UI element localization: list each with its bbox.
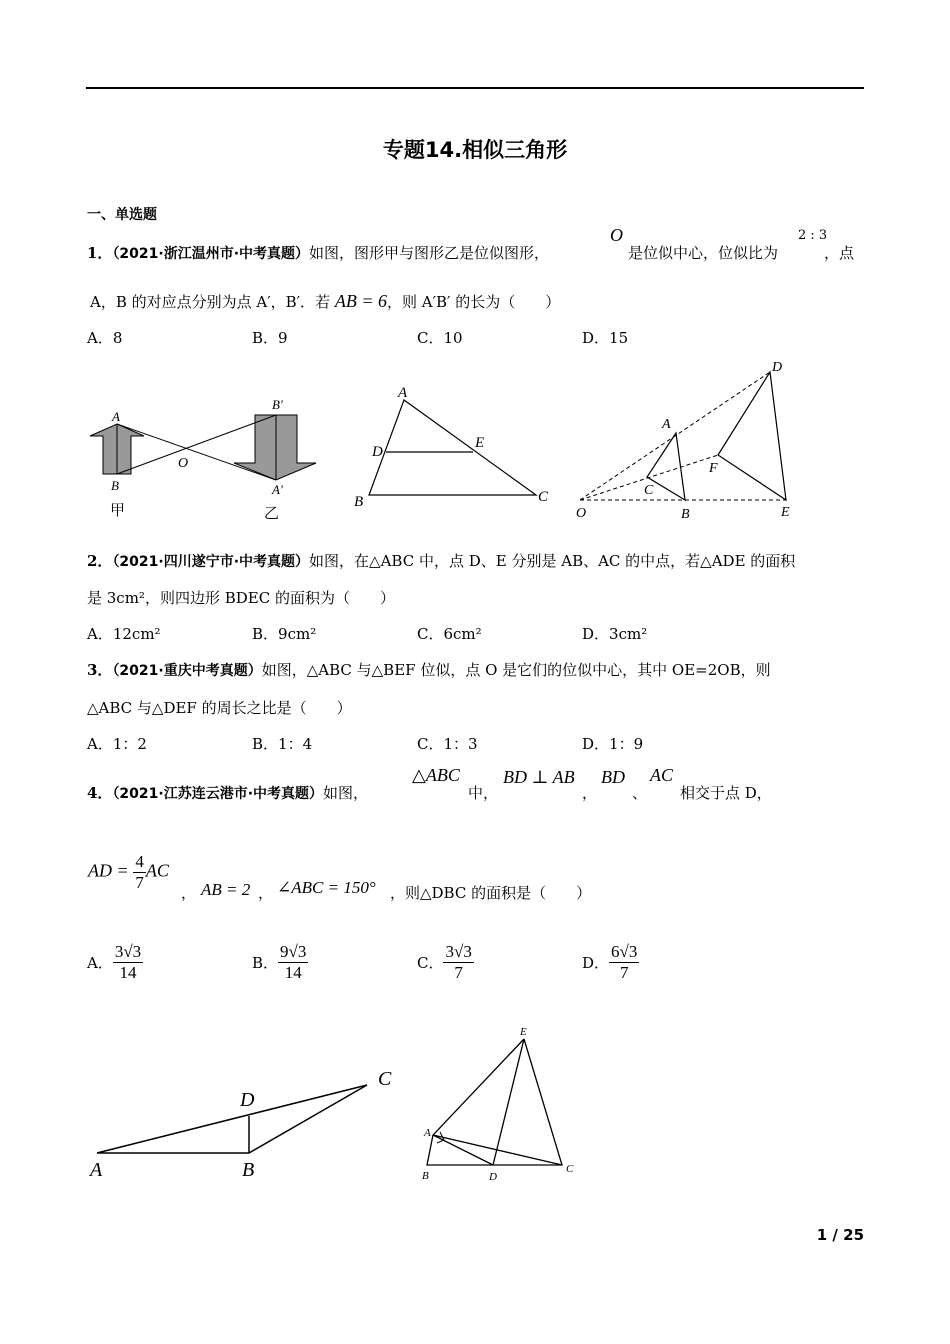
option-d: D．1：9 bbox=[582, 735, 644, 753]
numerator: 3√3 bbox=[114, 942, 142, 961]
center-symbol: O bbox=[610, 225, 623, 245]
question-3-line2: △ABC 与△DEF 的周长之比是（ ） bbox=[87, 699, 352, 717]
label-f: F bbox=[709, 461, 718, 476]
question-text: ， bbox=[181, 884, 197, 902]
question-source: （2021·浙江温州市·中考真题） bbox=[112, 246, 310, 262]
question-text: ， bbox=[582, 784, 598, 802]
label-c: C bbox=[566, 1163, 574, 1175]
question-number: 1． bbox=[87, 244, 113, 262]
equation-ad-rhs: AC bbox=[145, 860, 169, 881]
equation: AB = 6 bbox=[334, 291, 387, 311]
question-text: ， bbox=[258, 884, 274, 902]
label-b-prime: B′ bbox=[272, 397, 283, 412]
question-text: A，B 的对应点分别为点 A′，B′．若 bbox=[90, 293, 331, 311]
label-c: C bbox=[378, 1068, 392, 1090]
question-text: 是位似中心，位似比为 bbox=[628, 244, 779, 262]
label-a: A bbox=[90, 1159, 103, 1181]
label-d: D bbox=[489, 1171, 497, 1183]
label-o: O bbox=[178, 456, 189, 471]
question-text: ，则 A′B′ 的长为（ ） bbox=[386, 293, 561, 311]
label-a: A bbox=[662, 417, 671, 432]
question-text: 如图，在△ABC 中，点 D、E 分别是 AB、AC 的中点，若△ADE 的面积 bbox=[309, 552, 796, 570]
question-text: 相交于点 D， bbox=[680, 784, 772, 802]
label-a: A bbox=[112, 409, 120, 424]
numerator: 6√3 bbox=[611, 942, 638, 961]
label-a-prime: A′ bbox=[272, 482, 283, 497]
label-b: B bbox=[111, 478, 119, 493]
label-e: E bbox=[520, 1026, 527, 1038]
page-number: 1 / 25 bbox=[816, 1226, 864, 1244]
label-d: D bbox=[772, 360, 783, 375]
label-d: D bbox=[240, 1089, 255, 1111]
equation-angle: ∠ABC = 150° bbox=[277, 878, 376, 897]
question-source: （2021·四川遂宁市·中考真题） bbox=[112, 554, 310, 570]
segment-ad bbox=[433, 1135, 493, 1165]
question-text: ，点 bbox=[824, 244, 855, 262]
segment-bd: BD bbox=[601, 767, 625, 787]
option-a: A．8 bbox=[87, 329, 123, 347]
equation-ab: AB = 2 bbox=[201, 880, 251, 899]
label-b: B bbox=[242, 1159, 255, 1181]
option-label: C． bbox=[417, 954, 444, 972]
option-c: C．6cm² bbox=[417, 625, 482, 643]
label-yi: 乙 bbox=[264, 504, 280, 522]
label-b: B bbox=[422, 1170, 429, 1182]
numerator: 3√3 bbox=[445, 942, 472, 961]
question-text: 如图， bbox=[323, 784, 369, 802]
segment-ac: AC bbox=[650, 765, 674, 785]
option-d: D．3cm² bbox=[582, 625, 648, 643]
option-label: B． bbox=[252, 954, 279, 972]
label-o: O bbox=[576, 506, 587, 521]
label-a: A bbox=[424, 1127, 431, 1139]
numerator: 9√3 bbox=[280, 942, 307, 961]
triangle-abc-symbol: △ABC bbox=[412, 765, 460, 785]
option-d: D．15 bbox=[582, 329, 629, 347]
question-source: （2021·重庆中考真题） bbox=[112, 663, 262, 679]
question-number: 4． bbox=[87, 784, 113, 802]
label-c: C bbox=[644, 483, 654, 498]
label-a: A bbox=[398, 385, 408, 401]
question-2-line2: 是 3cm²，则四边形 BDEC 的面积为（ ） bbox=[87, 589, 395, 607]
label-d: D bbox=[372, 444, 383, 460]
denominator: 7 bbox=[619, 963, 629, 982]
question-text: 如图，图形甲与图形乙是位似图形， bbox=[309, 244, 550, 262]
label-b: B bbox=[354, 494, 364, 510]
question-text: 如图，△ABC 与△BEF 位似，点 O 是它们的位似中心，其中 OE=2OB，则 bbox=[261, 661, 771, 679]
denominator: 7 bbox=[454, 963, 463, 982]
segment-ac bbox=[433, 1135, 562, 1165]
label-jia: 甲 bbox=[110, 501, 126, 519]
question-text: ，则△DBC 的面积是（ ） bbox=[390, 884, 592, 902]
option-b: B．9 bbox=[252, 329, 288, 347]
option-c: C．10 bbox=[417, 329, 463, 347]
segment-ed bbox=[493, 1039, 524, 1165]
option-label: A． bbox=[87, 954, 113, 972]
denominator: 14 bbox=[119, 963, 137, 982]
option-a: A．1：2 bbox=[87, 735, 147, 753]
question-source: （2021·江苏连云港市·中考真题） bbox=[112, 786, 324, 802]
option-c: C．1：3 bbox=[417, 735, 478, 753]
option-label: D． bbox=[582, 954, 610, 972]
perpendicular-expr: BD ⊥ AB bbox=[503, 767, 575, 787]
label-e: E bbox=[781, 505, 790, 520]
option-a: A．12cm² bbox=[87, 625, 161, 643]
numerator: 4 bbox=[135, 852, 144, 871]
denominator: 7 bbox=[135, 873, 144, 892]
equation-ad-lhs: AD = bbox=[88, 860, 129, 881]
question-text: 中， bbox=[468, 784, 499, 802]
label-e: E bbox=[475, 435, 485, 451]
denominator: 14 bbox=[284, 963, 302, 982]
outline bbox=[427, 1039, 562, 1165]
option-b: B．9cm² bbox=[252, 625, 317, 643]
question-number: 3． bbox=[87, 661, 113, 679]
label-c: C bbox=[538, 489, 549, 505]
page-title: 专题14.相似三角形 bbox=[382, 138, 568, 162]
ratio-value: 2 : 3 bbox=[798, 228, 828, 243]
option-b: B．1：4 bbox=[252, 735, 313, 753]
section-heading: 一、单选题 bbox=[87, 207, 157, 223]
question-number: 2． bbox=[87, 552, 113, 570]
label-b: B bbox=[681, 507, 690, 522]
question-text: 、 bbox=[632, 784, 648, 802]
